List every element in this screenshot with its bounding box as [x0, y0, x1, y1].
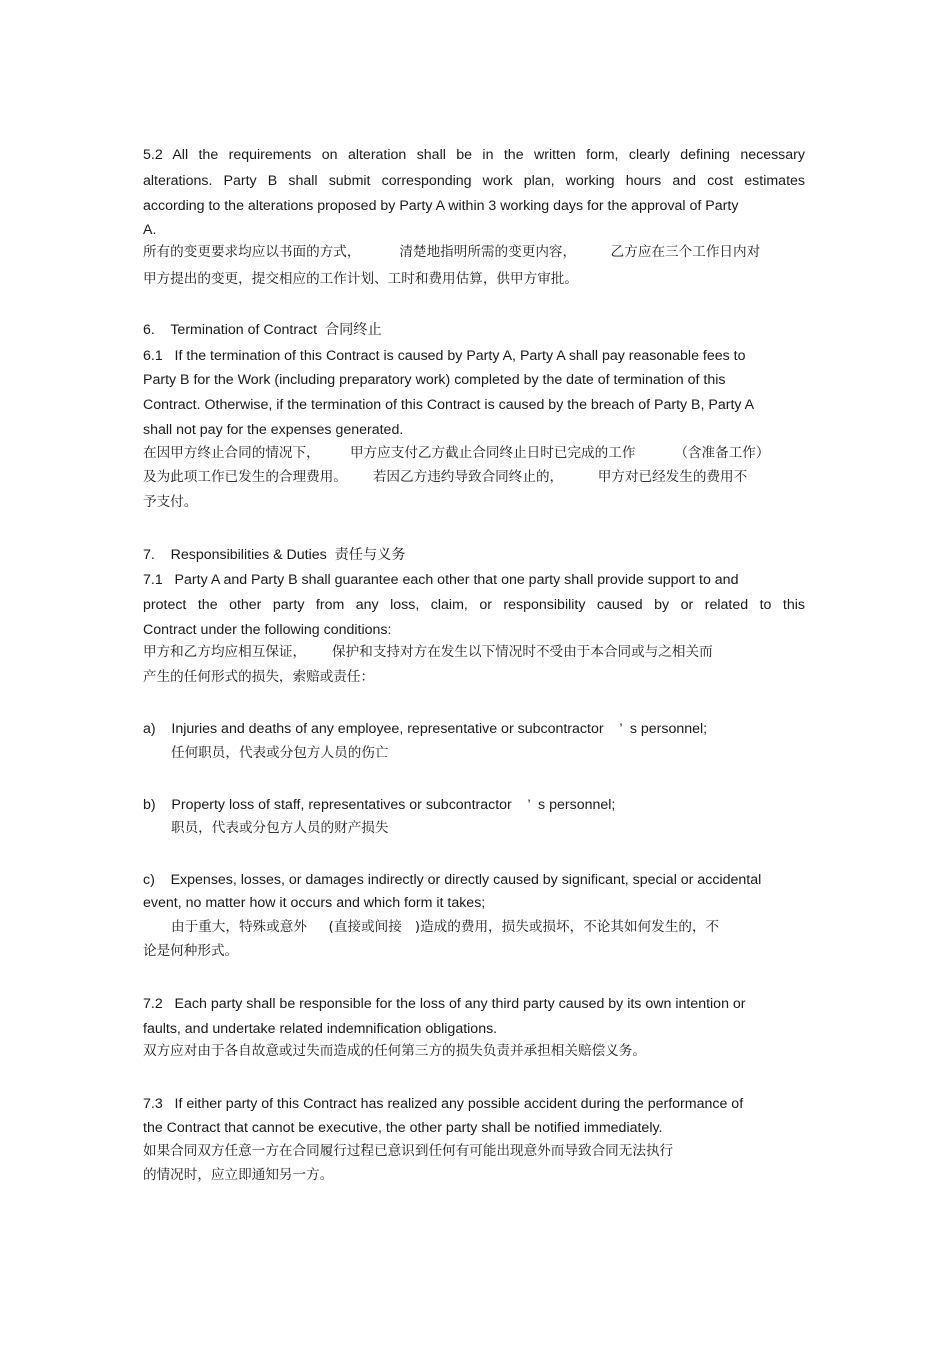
clause-7-3-zh-line-1: 如果合同双方任意一方在合同履行过程已意识到任何有可能出现意外而导致合同无法执行 [143, 1143, 674, 1159]
item-c-en-line-1: c) Expenses, losses, or damages indirectly or directly caused by significant, special or accidental [143, 872, 762, 888]
clause-6-1-en-line-3: Contract. Otherwise, if the termination of this Contract is caused by the breach of Party B, Party A [143, 397, 755, 413]
item-a-en: a) Injuries and deaths of any employee, representative or subcontractor ’ s personnel; [143, 721, 708, 737]
clause-7-2-zh: 双方应对由于各自故意或过失而造成的任何第三方的损失负责并承担相关赔偿义务。 [143, 1043, 646, 1059]
clause-6-1-en-line-2: Party B for the Work (including preparatory work) completed by the date of termination of this [143, 372, 726, 388]
item-c-zh-line-1: 由于重大，特殊或意外 (直接或间接 )造成的费用，损失或损坏，不论其如何发生的，不 [171, 919, 720, 935]
clause-7-1-en-line-1: 7.1 Party A and Party B shall guarantee each other that one party shall provide support to and [143, 572, 739, 588]
clause-6-1-zh-line-2: 及为此项工作已发生的合理费用。 若因乙方违约导致合同终止的， 甲方对已经发生的费用不 [143, 469, 748, 485]
clause-5-2-en-line-4: A. [143, 222, 157, 238]
clause-7-1-en-line-3: Contract under the following conditions: [143, 622, 392, 638]
clause-5-2-zh-line-1: 所有的变更要求均应以书面的方式， 清楚地指明所需的变更内容， 乙方应在三个工作日内对 [143, 244, 761, 260]
clause-6-1-zh-line-3: 予支付。 [143, 494, 198, 510]
clause-6-1-en-line-1: 6.1 If the termination of this Contract is caused by Party A, Party A shall pay reasonable fees to [143, 348, 746, 364]
clause-5-2-en-line-1: 5.2 All the requirements on alteration shall be in the written form, clearly defining necessary [143, 147, 805, 163]
section-6-heading: 6. Termination of Contract 合同终止 [143, 322, 382, 338]
item-b-en: b) Property loss of staff, representatives or subcontractor ’ s personnel; [143, 797, 616, 813]
clause-7-3-en-line-1: 7.3 If either party of this Contract has realized any possible accident during the performance of [143, 1096, 744, 1112]
clause-7-3-en-line-2: the Contract that cannot be executive, the other party shall be notified immediately. [143, 1120, 663, 1136]
clause-5-2-en-line-3: according to the alterations proposed by Party A within 3 working days for the approval of Party [143, 198, 739, 214]
clause-6-1-en-line-4: shall not pay for the expenses generated. [143, 422, 404, 438]
item-c-zh-line-2: 论是何种形式。 [143, 943, 239, 959]
clause-5-2-zh-line-2: 甲方提出的变更，提交相应的工作计划、工时和费用估算，供甲方审批。 [143, 271, 578, 287]
clause-7-2-en-line-2: faults, and undertake related indemnification obligations. [143, 1021, 498, 1037]
item-a-zh: 任何职员，代表或分包方人员的伤亡 [171, 745, 389, 761]
clause-7-3-zh-line-2: 的情况时，应立即通知另一方。 [143, 1167, 334, 1183]
clause-7-2-en-line-1: 7.2 Each party shall be responsible for the loss of any third party caused by its own intention or [143, 996, 746, 1012]
clause-5-2-en-line-2: alterations. Party B shall submit corresponding work plan, working hours and cost estimates [143, 173, 805, 189]
clause-6-1-zh-line-1: 在因甲方终止合同的情况下， 甲方应支付乙方截止合同终止日时已完成的工作 （含准备工作） [143, 445, 770, 461]
clause-7-1-zh-line-2: 产生的任何形式的损失，索赔或责任： [143, 669, 375, 685]
clause-7-1-en-line-2: protect the other party from any loss, claim, or responsibility caused by or related to this [143, 597, 805, 613]
clause-7-1-zh-line-1: 甲方和乙方均应相互保证， 保护和支持对方在发生以下情况时不受由于本合同或与之相关而 [143, 644, 713, 660]
section-7-heading: 7. Responsibilities & Duties 责任与义务 [143, 547, 406, 563]
item-c-en-line-2: event, no matter how it occurs and which form it takes; [143, 895, 486, 911]
item-b-zh: 职员，代表或分包方人员的财产损失 [171, 820, 389, 836]
